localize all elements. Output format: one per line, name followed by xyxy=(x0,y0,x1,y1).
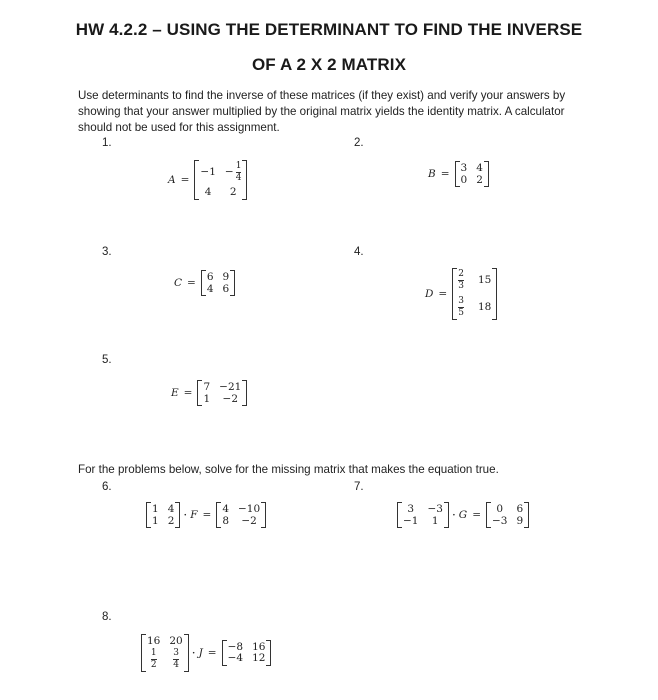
matrix-cell: 2 xyxy=(167,514,175,527)
problem-1-equation xyxy=(168,160,247,200)
matrix-8-right xyxy=(222,640,272,666)
problem-1-number: 1. xyxy=(102,137,112,149)
matrix-label-d: D xyxy=(425,288,434,300)
right-bracket xyxy=(444,502,449,528)
matrix-c-cell-21: 4 xyxy=(206,282,214,295)
denominator: 3 xyxy=(458,281,464,291)
problem-5-equation xyxy=(171,380,247,406)
problem-4-number: 4. xyxy=(354,246,364,258)
fraction xyxy=(236,162,242,183)
matrix-a-cell-12 xyxy=(225,162,242,183)
matrix-d-cell-22: 18 xyxy=(477,301,492,314)
problem-7-number: 7. xyxy=(354,481,364,493)
matrix-a-cell-11: −1 xyxy=(200,166,216,179)
right-bracket xyxy=(266,640,271,666)
matrix-cell: 20 xyxy=(169,635,183,647)
matrix-d-cell-12: 15 xyxy=(477,274,492,287)
problem-2-number: 2. xyxy=(354,137,364,149)
matrix-e-cell-22: −2 xyxy=(222,392,238,405)
matrix-c-cell-11: 6 xyxy=(206,271,214,283)
matrix-cell-fraction xyxy=(151,649,157,670)
matrix-a-cell-21: 4 xyxy=(204,186,212,198)
title-line-1: HW 4.2.2 – USING THE DETERMINANT TO FIND THE INVERSE xyxy=(75,20,583,39)
problem-6-equation xyxy=(146,502,266,528)
right-bracket xyxy=(484,161,489,187)
matrix-b-cell-21: 0 xyxy=(460,173,468,186)
denominator: 4 xyxy=(173,659,179,670)
right-bracket xyxy=(184,634,189,672)
matrix-6-left xyxy=(146,502,180,528)
multiply-dot: · xyxy=(451,508,456,522)
equals-sign: = xyxy=(440,168,450,180)
matrix-cell: 4 xyxy=(222,503,229,515)
equals-sign: = xyxy=(187,277,196,289)
title-line-2: OF A 2 X 2 MATRIX xyxy=(251,55,407,74)
minus-sign: − xyxy=(224,166,234,179)
matrix-cell: −8 xyxy=(227,640,244,653)
problem-8-equation xyxy=(141,634,271,672)
instructions: Use determinants to find the inverse of these matrices (if they exist) and verify your answers by showing that your answer multiplied by the original matrix yields the identity matrix. A calculator should not be used for this assignment. xyxy=(78,89,566,134)
equals-sign: = xyxy=(180,173,190,186)
matrix-label-f: F xyxy=(190,509,198,521)
matrix-b-cell-12: 4 xyxy=(476,162,483,174)
numerator: 3 xyxy=(173,647,179,658)
matrix-cell: 1 xyxy=(431,514,439,527)
matrix-cell: −2 xyxy=(241,514,257,527)
matrix-label-a: A xyxy=(168,173,176,186)
equals-sign: = xyxy=(202,509,212,521)
matrix-cell: −4 xyxy=(227,652,244,665)
matrix-cell: 9 xyxy=(516,514,524,527)
matrix-cell: 1 xyxy=(152,503,159,515)
problem-6-number: 6. xyxy=(102,481,112,493)
subheading: For the problems below, solve for the missing matrix that makes the equation true. xyxy=(78,463,499,476)
right-bracket xyxy=(242,160,247,200)
problem-3-equation xyxy=(174,270,235,296)
matrix-cell: −10 xyxy=(238,503,261,515)
problem-5-number: 5. xyxy=(102,354,112,366)
matrix-e-cell-12: −21 xyxy=(219,381,242,393)
matrix-cell: 8 xyxy=(222,514,229,527)
right-bracket xyxy=(230,270,235,296)
problem-4-equation xyxy=(425,268,497,320)
denominator: 2 xyxy=(150,659,157,670)
matrix-cell: −3 xyxy=(427,503,443,515)
matrix-6-right xyxy=(216,502,266,528)
equals-sign: = xyxy=(183,387,193,399)
equals-sign: = xyxy=(438,288,448,300)
matrix-7-right xyxy=(486,502,529,528)
matrix-cell: −1 xyxy=(403,514,419,527)
matrix-cell: 4 xyxy=(167,503,175,515)
equals-sign: = xyxy=(472,509,481,521)
matrix-cell: 3 xyxy=(407,503,415,515)
matrix-e-cell-21: 1 xyxy=(203,392,211,405)
multiply-dot: · xyxy=(183,508,188,522)
denominator: 5 xyxy=(458,308,464,318)
matrix-cell: 1 xyxy=(152,514,159,527)
matrix-label-e: E xyxy=(171,387,179,399)
matrix-label-g: G xyxy=(458,509,468,521)
right-bracket xyxy=(261,502,266,528)
matrix-7-left xyxy=(397,502,449,528)
problem-7-equation xyxy=(397,502,529,528)
matrix-cell: 6 xyxy=(516,503,524,515)
right-bracket xyxy=(492,268,497,320)
matrix-a-cell-22: 2 xyxy=(229,186,237,198)
numerator: 1 xyxy=(150,647,157,658)
matrix-label-b: B xyxy=(428,168,436,180)
matrix-e xyxy=(197,380,247,406)
problem-2-equation xyxy=(428,161,489,187)
matrix-d xyxy=(452,268,497,320)
matrix-b-cell-22: 2 xyxy=(476,173,483,186)
matrix-e-cell-11: 7 xyxy=(203,381,211,393)
matrix-cell: −3 xyxy=(492,514,508,527)
matrix-b xyxy=(455,161,489,187)
matrix-d-cell-11 xyxy=(458,270,464,291)
matrix-c xyxy=(201,270,235,296)
matrix-label-c: C xyxy=(174,277,183,289)
matrix-d-cell-21 xyxy=(458,297,464,318)
problem-3-number: 3. xyxy=(102,246,112,258)
matrix-b-cell-11: 3 xyxy=(460,162,468,174)
multiply-dot: · xyxy=(191,645,196,660)
matrix-cell-fraction xyxy=(173,649,179,670)
matrix-c-cell-12: 9 xyxy=(222,271,230,283)
matrix-cell: 12 xyxy=(252,652,266,665)
matrix-cell: 0 xyxy=(496,503,504,515)
matrix-label-j: J xyxy=(198,646,203,659)
matrix-a xyxy=(194,160,247,200)
matrix-cell: 16 xyxy=(252,640,266,653)
numerator: 1 xyxy=(235,161,242,171)
matrix-c-cell-22: 6 xyxy=(222,282,230,295)
right-bracket xyxy=(242,380,247,406)
numerator: 2 xyxy=(458,269,464,279)
problem-8-number: 8. xyxy=(102,611,112,623)
denominator: 4 xyxy=(235,173,242,183)
right-bracket xyxy=(175,502,180,528)
matrix-8-left xyxy=(141,634,189,672)
equals-sign: = xyxy=(207,646,217,659)
numerator: 3 xyxy=(458,296,464,306)
right-bracket xyxy=(524,502,529,528)
matrix-cell: 16 xyxy=(147,635,161,647)
